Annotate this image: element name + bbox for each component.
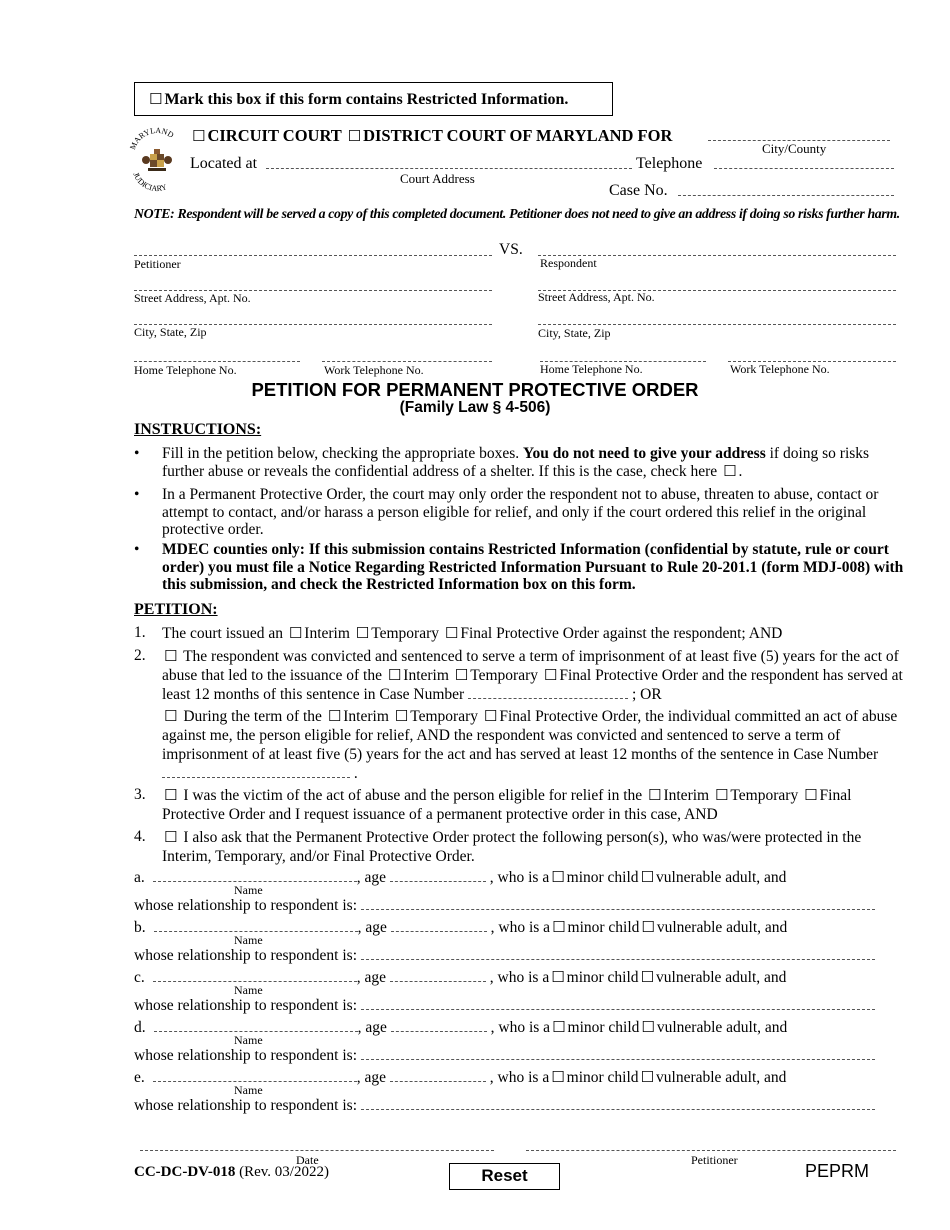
relationship-row bbox=[134, 897, 914, 915]
respondent-work-tel-label: Work Telephone No. bbox=[730, 362, 830, 376]
item-2b-case-number-field[interactable] bbox=[162, 766, 350, 778]
form-number: CC-DC-DV-018 bbox=[134, 1164, 236, 1180]
respondent-street-label: Street Address, Apt. No. bbox=[538, 290, 655, 304]
located-at-label: Located at bbox=[190, 155, 258, 172]
item-2b-checkbox[interactable]: ☐ bbox=[164, 707, 178, 725]
form-id bbox=[134, 1164, 329, 1181]
vulnerable-adult-checkbox[interactable]: ☐ bbox=[640, 868, 655, 886]
svg-text:MARYLAND bbox=[128, 126, 175, 151]
petitioner-home-tel-field[interactable] bbox=[134, 361, 300, 362]
final-label: Final Protective Order bbox=[499, 708, 638, 725]
item-2b-final-checkbox[interactable]: ☐ bbox=[483, 707, 498, 725]
form-revision: (Rev. 03/2022) bbox=[239, 1164, 329, 1180]
item-1-number: 1. bbox=[134, 624, 146, 641]
court-line bbox=[190, 126, 672, 146]
item-4-text: I also ask that the Permanent Protective Order protect the following person(s), who was/were protected in the Interim, Temporary, and/or Final Protective Order. bbox=[162, 829, 862, 865]
petitioner-city-label: City, State, Zip bbox=[134, 325, 207, 339]
reset-button[interactable]: Reset bbox=[449, 1163, 560, 1190]
vulnerable-adult-label: vulnerable adult, and bbox=[656, 1019, 788, 1036]
maryland-judiciary-seal bbox=[128, 126, 186, 192]
item-1-text-a: The court issued an bbox=[162, 625, 283, 642]
person-age-field[interactable] bbox=[390, 870, 486, 882]
page-title: PETITION FOR PERMANENT PROTECTIVE ORDER bbox=[251, 379, 699, 400]
interim-label: Interim bbox=[304, 625, 350, 642]
temporary-label: Temporary bbox=[410, 708, 478, 725]
instruction-1-text-a: Fill in the petition below, checking the appropriate boxes. bbox=[162, 445, 520, 462]
vulnerable-adult-label: vulnerable adult, and bbox=[656, 969, 787, 986]
person-letter: a. bbox=[134, 869, 145, 886]
who-is-label: , who is a bbox=[489, 869, 550, 886]
age-label: , age bbox=[357, 919, 387, 936]
person-age-field[interactable] bbox=[390, 970, 486, 982]
petitioner-street-label: Street Address, Apt. No. bbox=[134, 291, 251, 305]
seal-crest-icon bbox=[142, 149, 172, 171]
minor-child-label: minor child bbox=[567, 1019, 640, 1036]
item-4 bbox=[162, 828, 914, 866]
respondent-city-field[interactable] bbox=[538, 324, 896, 325]
person-name-label: Name bbox=[234, 1083, 263, 1097]
petitioner-work-tel-label: Work Telephone No. bbox=[324, 363, 424, 377]
svg-text:JUDICIARY bbox=[131, 171, 168, 192]
instructions-heading: INSTRUCTIONS: bbox=[134, 421, 262, 438]
item-1-interim-checkbox[interactable]: ☐ bbox=[288, 624, 303, 642]
case-no-label: Case No. bbox=[609, 182, 668, 199]
relationship-label: whose relationship to respondent is: bbox=[134, 947, 357, 964]
person-name-field[interactable] bbox=[153, 1070, 357, 1082]
telephone-label: Telephone bbox=[636, 155, 703, 172]
item-3-temporary-checkbox[interactable]: ☐ bbox=[714, 786, 729, 804]
item-2b-text-a: During the term of the bbox=[183, 708, 322, 725]
item-2a-interim-checkbox[interactable]: ☐ bbox=[387, 666, 402, 684]
item-1 bbox=[162, 624, 914, 643]
vs-label: VS. bbox=[499, 241, 523, 258]
relationship-label: whose relationship to respondent is: bbox=[134, 897, 357, 914]
interim-label: Interim bbox=[663, 787, 710, 804]
age-label: , age bbox=[356, 869, 387, 886]
item-2b: ☐ During the term of the ☐ Interim ☐ Temporary ☐ Final Protective Order, the individual committed an act of abuse against me, the person eligible for relief, AND the respondent was convicted and sentenced to serve a term of imprisonment of at least five (5) years for the act and has served at least 12 months of the sentence in Case Number . bbox=[162, 707, 898, 782]
interim-label: Interim bbox=[403, 667, 449, 684]
vulnerable-adult-label: vulnerable adult, and bbox=[656, 869, 787, 886]
respondent-home-tel-label: Home Telephone No. bbox=[540, 362, 643, 376]
date-label: Date bbox=[296, 1153, 319, 1167]
petitioner-label: Petitioner bbox=[134, 257, 181, 271]
relationship-field[interactable] bbox=[361, 1098, 875, 1110]
relationship-row bbox=[134, 1097, 914, 1115]
minor-child-label: minor child bbox=[566, 1069, 639, 1086]
person-name-label: Name bbox=[234, 883, 263, 897]
minor-child-label: minor child bbox=[567, 919, 640, 936]
vulnerable-adult-checkbox[interactable]: ☐ bbox=[641, 1018, 655, 1036]
instruction-1-text-b: if doing so risks further abuse or reveals the confidential address of a shelter. If this is the case, check here bbox=[162, 445, 870, 480]
item-2b-temporary-checkbox[interactable]: ☐ bbox=[394, 707, 409, 725]
relationship-row bbox=[134, 997, 914, 1015]
item-3-number: 3. bbox=[134, 786, 146, 803]
item-3 bbox=[162, 786, 914, 824]
temporary-label: Temporary bbox=[730, 787, 799, 804]
person-age-field[interactable] bbox=[391, 1020, 487, 1032]
instruction-3-text: MDEC counties only: If this submission contains Restricted Information (confidential by statute, rule or court order) you must file a Notice Regarding Restricted Information Pursuant to Rule 20-201.1 (form MDJ-008) with this submission, and check the Restricted Information box on this form. bbox=[162, 541, 904, 593]
person-letter: d. bbox=[134, 1019, 146, 1036]
page-subtitle: (Family Law § 4-506) bbox=[399, 399, 551, 416]
restricted-info-box bbox=[134, 82, 613, 116]
person-age-field[interactable] bbox=[391, 920, 487, 932]
restricted-label: Mark this box if this form contains Restricted Information. bbox=[164, 91, 569, 108]
relationship-field[interactable] bbox=[361, 1048, 875, 1060]
item-2a-temporary-checkbox[interactable]: ☐ bbox=[454, 666, 469, 684]
vulnerable-adult-checkbox[interactable]: ☐ bbox=[640, 968, 655, 986]
interim-label: Interim bbox=[343, 708, 389, 725]
seal-top-text: MARYLAND bbox=[128, 126, 176, 151]
vulnerable-adult-checkbox[interactable]: ☐ bbox=[641, 918, 655, 936]
relationship-field[interactable] bbox=[361, 948, 875, 960]
item-2a-text: The respondent was convicted and sentenced to serve a term of imprisonment of at least five (5) years for the act of abuse that led to the issuance of the bbox=[162, 648, 899, 684]
person-name-field[interactable] bbox=[154, 1020, 358, 1032]
person-age-field[interactable] bbox=[390, 1070, 486, 1082]
court-telephone-field[interactable] bbox=[714, 168, 894, 169]
or-label: ; OR bbox=[631, 686, 662, 703]
petitioner-home-tel-label: Home Telephone No. bbox=[134, 363, 237, 377]
final-label: Final Protective Order bbox=[460, 625, 599, 642]
who-is-label: , who is a bbox=[489, 969, 550, 986]
respondent-label: Respondent bbox=[540, 256, 597, 270]
age-label: , age bbox=[356, 1069, 387, 1086]
person-letter: b. bbox=[134, 919, 146, 936]
minor-child-checkbox[interactable]: ☐ bbox=[551, 1068, 565, 1086]
temporary-label: Temporary bbox=[470, 667, 539, 684]
age-label: , age bbox=[357, 1019, 387, 1036]
item-3-text-b: Final Protective Order and I request issuance of a permanent protective order in this case, AND bbox=[162, 787, 852, 823]
no-address-checkbox[interactable]: ☐ bbox=[723, 461, 737, 480]
relationship-label: whose relationship to respondent is: bbox=[134, 1097, 357, 1114]
relationship-field[interactable] bbox=[361, 898, 875, 910]
item-2-number: 2. bbox=[134, 647, 146, 664]
vulnerable-adult-label: vulnerable adult, and bbox=[656, 1069, 787, 1086]
final-label: Final Protective Order bbox=[559, 667, 698, 684]
item-2a bbox=[162, 647, 914, 704]
minor-child-checkbox[interactable]: ☐ bbox=[552, 918, 566, 936]
person-name-label: Name bbox=[234, 1033, 263, 1047]
circuit-court-label: CIRCUIT COURT bbox=[207, 126, 342, 145]
relationship-label: whose relationship to respondent is: bbox=[134, 1047, 357, 1064]
item-1-final-checkbox[interactable]: ☐ bbox=[444, 624, 459, 642]
seal-bottom-text: JUDICIARY bbox=[131, 171, 168, 192]
person-letter: e. bbox=[134, 1069, 145, 1086]
district-court-label: DISTRICT COURT OF MARYLAND FOR bbox=[363, 126, 673, 145]
petition-heading: PETITION: bbox=[134, 601, 218, 618]
age-label: , age bbox=[356, 969, 387, 986]
item-1-text-b: against the respondent; AND bbox=[602, 625, 783, 642]
person-name-label: Name bbox=[234, 933, 263, 947]
person-letter: c. bbox=[134, 969, 145, 986]
respondent-city-label: City, State, Zip bbox=[538, 326, 611, 340]
petitioner-name-field[interactable] bbox=[134, 255, 492, 256]
item-3-checkbox[interactable]: ☐ bbox=[164, 786, 178, 804]
instruction-2-text: In a Permanent Protective Order, the court may only order the respondent not to abuse, threaten to abuse, contact or attempt to contact, and/or harass a person eligible for relief, and only if the court ordered this relief in the original protective order. bbox=[162, 486, 879, 538]
minor-child-checkbox[interactable]: ☐ bbox=[552, 1018, 566, 1036]
item-2b-interim-checkbox[interactable]: ☐ bbox=[327, 707, 342, 725]
item-3-interim-checkbox[interactable]: ☐ bbox=[648, 786, 662, 804]
city-county-label: City/County bbox=[762, 141, 827, 156]
note-text: NOTE: Respondent will be served a copy of this completed document. Petitioner does not need to give an address if doing so risks further harm. bbox=[134, 206, 900, 221]
minor-child-checkbox[interactable]: ☐ bbox=[551, 868, 565, 886]
circuit-court-checkbox[interactable]: ☐ bbox=[192, 127, 206, 145]
item-4-checkbox[interactable]: ☐ bbox=[164, 828, 178, 846]
minor-child-label: minor child bbox=[566, 969, 639, 986]
who-is-label: , who is a bbox=[490, 919, 551, 936]
date-field[interactable] bbox=[140, 1150, 494, 1151]
vulnerable-adult-checkbox[interactable]: ☐ bbox=[640, 1068, 655, 1086]
instruction-1-bold: You do not need to give your address bbox=[523, 445, 766, 462]
item-2a-final-checkbox[interactable]: ☐ bbox=[543, 666, 558, 684]
court-address-field[interactable] bbox=[266, 168, 632, 169]
item-1-temporary-checkbox[interactable]: ☐ bbox=[355, 624, 370, 642]
who-is-label: , who is a bbox=[489, 1069, 550, 1086]
relationship-row bbox=[134, 1047, 914, 1065]
restricted-checkbox[interactable]: ☐ bbox=[149, 90, 163, 108]
minor-child-checkbox[interactable]: ☐ bbox=[551, 968, 565, 986]
temporary-label: Temporary bbox=[371, 625, 440, 642]
form-code: PEPRM bbox=[805, 1161, 870, 1181]
petitioner-signature-label: Petitioner bbox=[691, 1153, 738, 1167]
person-name-label: Name bbox=[234, 983, 263, 997]
item-2a-checkbox[interactable]: ☐ bbox=[164, 647, 178, 665]
relationship-field[interactable] bbox=[361, 998, 875, 1010]
item-2a-text-b: and the respondent has served at least 12 months of this sentence in Case Number bbox=[162, 667, 903, 703]
petitioner-signature-field[interactable] bbox=[526, 1150, 896, 1151]
item-2b-text-b: , the individual committed an act of abuse against me, the person eligible for relief, AND the respondent was convicted and sentenced to serve a term of imprisonment of at least five (5) years for the act and has served at least 12 months of the sentence in Case Number bbox=[162, 708, 898, 763]
district-court-checkbox[interactable]: ☐ bbox=[347, 127, 362, 145]
item-3-final-checkbox[interactable]: ☐ bbox=[804, 786, 818, 804]
relationship-row bbox=[134, 947, 914, 965]
item-3-text-a: I was the victim of the act of abuse and the person eligible for relief in the bbox=[183, 787, 643, 804]
vulnerable-adult-label: vulnerable adult, and bbox=[656, 919, 788, 936]
item-4-number: 4. bbox=[134, 828, 146, 845]
item-2a-case-number-field[interactable] bbox=[468, 687, 628, 699]
relationship-label: whose relationship to respondent is: bbox=[134, 997, 357, 1014]
court-address-label: Court Address bbox=[400, 171, 475, 186]
petitioner-work-tel-field[interactable] bbox=[322, 361, 492, 362]
person-name-field[interactable] bbox=[154, 920, 358, 932]
case-no-field[interactable] bbox=[678, 195, 894, 196]
person-name-field[interactable] bbox=[153, 970, 357, 982]
person-name-field[interactable] bbox=[153, 870, 357, 882]
who-is-label: , who is a bbox=[490, 1019, 551, 1036]
minor-child-label: minor child bbox=[566, 869, 639, 886]
